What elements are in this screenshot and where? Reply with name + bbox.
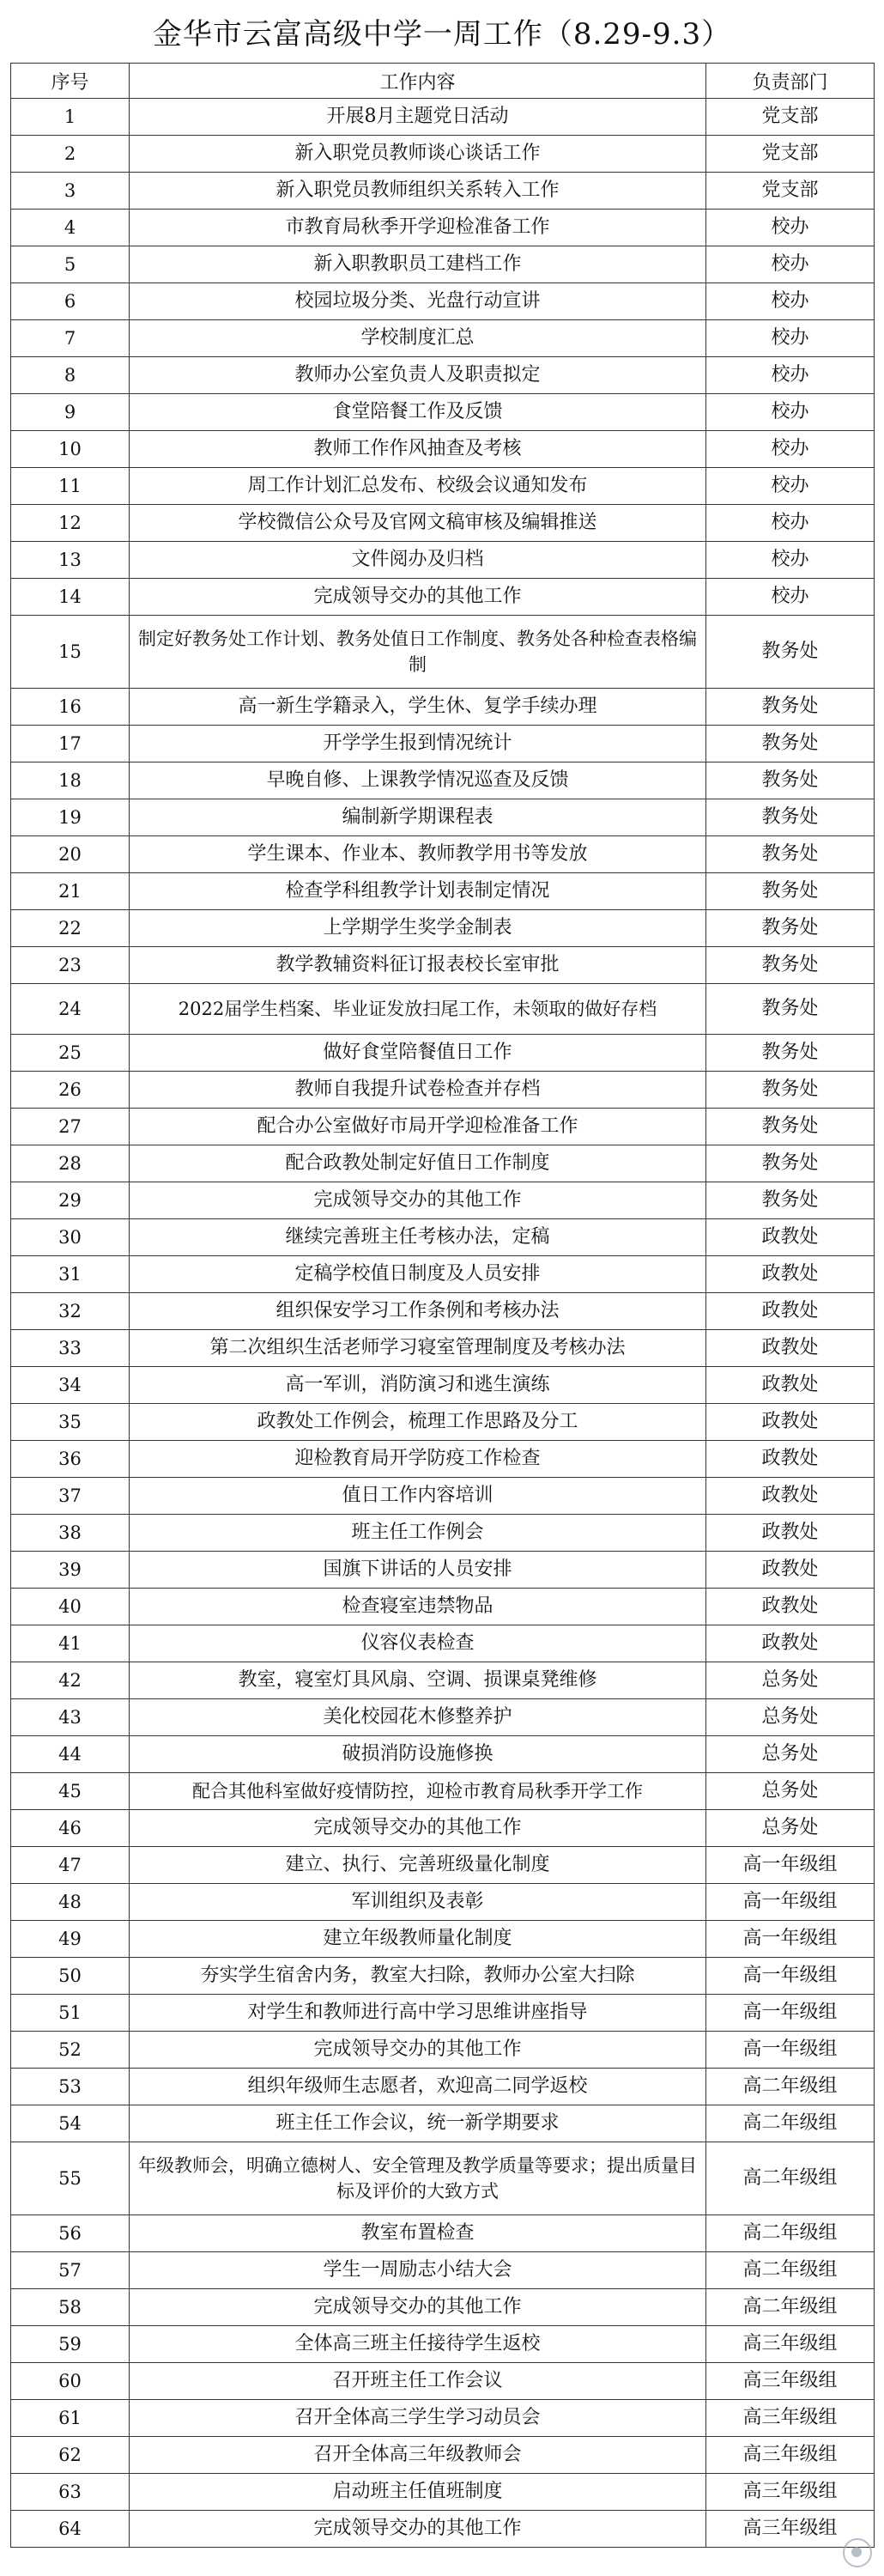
row-number: 26 [11, 1072, 130, 1109]
row-dept: 校办 [706, 394, 875, 431]
table-row [11, 2032, 875, 2069]
table-row [11, 1035, 875, 1072]
row-dept: 教务处 [706, 762, 875, 799]
table-row [11, 1921, 875, 1958]
row-content: 启动班主任值班制度 [130, 2474, 706, 2511]
row-dept: 校办 [706, 357, 875, 394]
table-row [11, 1810, 875, 1847]
row-content: 班主任工作例会 [130, 1515, 706, 1552]
row-dept: 党支部 [706, 173, 875, 210]
row-content: 第二次组织生活老师学习寝室管理制度及考核办法 [130, 1330, 706, 1367]
row-dept: 总务处 [706, 1810, 875, 1847]
table-row [11, 1219, 875, 1256]
row-number: 43 [11, 1699, 130, 1736]
table-row [11, 2474, 875, 2511]
table-row [11, 468, 875, 505]
row-dept: 政教处 [706, 1367, 875, 1404]
row-number: 21 [11, 873, 130, 910]
row-content: 做好食堂陪餐值日工作 [130, 1035, 706, 1072]
row-dept: 政教处 [706, 1552, 875, 1589]
table-row [11, 1958, 875, 1995]
table-row [11, 1109, 875, 1145]
table-row [11, 394, 875, 431]
row-content: 政教处工作例会，梳理工作思路及分工 [130, 1404, 706, 1441]
table-row [11, 1182, 875, 1219]
row-number: 62 [11, 2437, 130, 2474]
row-content: 市教育局秋季开学迎检准备工作 [130, 210, 706, 246]
row-number: 15 [11, 616, 130, 689]
row-dept: 高一年级组 [706, 1884, 875, 1921]
row-dept: 高三年级组 [706, 2511, 875, 2548]
table-row [11, 1847, 875, 1884]
row-number: 47 [11, 1847, 130, 1884]
table-row [11, 689, 875, 726]
row-content: 全体高三班主任接待学生返校 [130, 2326, 706, 2363]
row-number: 64 [11, 2511, 130, 2548]
table-row [11, 2400, 875, 2437]
table-row [11, 542, 875, 579]
row-content: 破损消防设施修换 [130, 1736, 706, 1773]
table-row [11, 947, 875, 984]
row-number: 22 [11, 910, 130, 947]
row-content: 完成领导交办的其他工作 [130, 2032, 706, 2069]
row-dept: 教务处 [706, 689, 875, 726]
table-row [11, 579, 875, 616]
table-row [11, 1884, 875, 1921]
row-dept: 高三年级组 [706, 2326, 875, 2363]
row-number: 46 [11, 1810, 130, 1847]
row-number: 36 [11, 1441, 130, 1478]
table-row [11, 2363, 875, 2400]
row-number: 1 [11, 99, 130, 136]
table-row [11, 320, 875, 357]
table-row [11, 2215, 875, 2252]
row-content: 新入职党员教师谈心谈话工作 [130, 136, 706, 173]
row-dept: 教务处 [706, 1109, 875, 1145]
watermark-logo [843, 2538, 872, 2567]
row-number: 9 [11, 394, 130, 431]
row-dept: 政教处 [706, 1293, 875, 1330]
table-row [11, 1736, 875, 1773]
table-row [11, 1441, 875, 1478]
row-dept: 校办 [706, 320, 875, 357]
row-content: 学校微信公众号及官网文稿审核及编辑推送 [130, 505, 706, 542]
row-content: 制定好教务处工作计划、教务处值日工作制度、教务处各种检查表格编制 [130, 616, 706, 689]
row-number: 5 [11, 246, 130, 283]
table-row [11, 1072, 875, 1109]
row-dept: 高三年级组 [706, 2437, 875, 2474]
table-row [11, 283, 875, 320]
row-dept: 教务处 [706, 984, 875, 1035]
row-number: 25 [11, 1035, 130, 1072]
row-dept: 高二年级组 [706, 2289, 875, 2326]
table-row [11, 173, 875, 210]
table-row [11, 799, 875, 836]
row-number: 27 [11, 1109, 130, 1145]
row-content: 学生课本、作业本、教师教学用书等发放 [130, 836, 706, 873]
row-dept: 高一年级组 [706, 1995, 875, 2032]
row-dept: 党支部 [706, 99, 875, 136]
row-number: 56 [11, 2215, 130, 2252]
row-dept: 教务处 [706, 947, 875, 984]
row-content: 夯实学生宿舍内务，教室大扫除，教师办公室大扫除 [130, 1958, 706, 1995]
row-content: 班主任工作会议，统一新学期要求 [130, 2105, 706, 2142]
row-number: 30 [11, 1219, 130, 1256]
row-dept: 高一年级组 [706, 1847, 875, 1884]
row-dept: 教务处 [706, 616, 875, 689]
row-number: 50 [11, 1958, 130, 1995]
row-dept: 教务处 [706, 910, 875, 947]
table-row [11, 836, 875, 873]
row-content: 新入职教职员工建档工作 [130, 246, 706, 283]
document-title: 金华市云富高级中学一周工作（8.29-9.3） [152, 16, 732, 52]
header-dept: 负责部门 [706, 64, 875, 99]
table-row [11, 1404, 875, 1441]
row-number: 45 [11, 1773, 130, 1810]
row-dept: 校办 [706, 210, 875, 246]
table-row [11, 2437, 875, 2474]
row-content: 国旗下讲话的人员安排 [130, 1552, 706, 1589]
row-number: 10 [11, 431, 130, 468]
row-number: 37 [11, 1478, 130, 1515]
row-number: 53 [11, 2069, 130, 2105]
table-row [11, 357, 875, 394]
row-dept: 政教处 [706, 1625, 875, 1662]
row-dept: 校办 [706, 468, 875, 505]
row-dept: 高二年级组 [706, 2069, 875, 2105]
row-dept: 政教处 [706, 1478, 875, 1515]
row-dept: 总务处 [706, 1773, 875, 1810]
table-row [11, 1995, 875, 2032]
row-content: 配合其他科室做好疫情防控，迎检市教育局秋季开学工作 [130, 1773, 706, 1810]
row-content: 年级教师会，明确立德树人、安全管理及教学质量等要求；提出质量目标及评价的大致方式 [130, 2142, 706, 2215]
row-content: 建立、执行、完善班级量化制度 [130, 1847, 706, 1884]
row-content: 教师办公室负责人及职责拟定 [130, 357, 706, 394]
row-content: 高一新生学籍录入，学生休、复学手续办理 [130, 689, 706, 726]
row-dept: 教务处 [706, 1072, 875, 1109]
work-table [10, 63, 875, 2548]
row-dept: 总务处 [706, 1662, 875, 1699]
row-number: 39 [11, 1552, 130, 1589]
row-content: 建立年级教师量化制度 [130, 1921, 706, 1958]
row-number: 58 [11, 2289, 130, 2326]
row-number: 11 [11, 468, 130, 505]
row-content: 教室，寝室灯具风扇、空调、损课桌凳维修 [130, 1662, 706, 1699]
row-dept: 教务处 [706, 873, 875, 910]
row-number: 63 [11, 2474, 130, 2511]
table-row [11, 2511, 875, 2548]
row-number: 55 [11, 2142, 130, 2215]
row-number: 2 [11, 136, 130, 173]
row-number: 61 [11, 2400, 130, 2437]
table-row [11, 873, 875, 910]
table-row [11, 1256, 875, 1293]
table-body [11, 99, 875, 2548]
row-content: 食堂陪餐工作及反馈 [130, 394, 706, 431]
row-content: 学生一周励志小结大会 [130, 2252, 706, 2289]
row-dept: 政教处 [706, 1441, 875, 1478]
row-content: 检查学科组教学计划表制定情况 [130, 873, 706, 910]
table-row [11, 1699, 875, 1736]
table-row [11, 616, 875, 689]
row-content: 周工作计划汇总发布、校级会议通知发布 [130, 468, 706, 505]
table-row [11, 1662, 875, 1699]
table-row [11, 910, 875, 947]
table-row [11, 1515, 875, 1552]
table-row [11, 1145, 875, 1182]
row-number: 20 [11, 836, 130, 873]
row-dept: 政教处 [706, 1515, 875, 1552]
row-dept: 高二年级组 [706, 2142, 875, 2215]
row-dept: 教务处 [706, 836, 875, 873]
row-content: 召开班主任工作会议 [130, 2363, 706, 2400]
row-number: 3 [11, 173, 130, 210]
row-content: 仪容仪表检查 [130, 1625, 706, 1662]
row-content: 高一军训，消防演习和逃生演练 [130, 1367, 706, 1404]
row-number: 40 [11, 1589, 130, 1625]
row-content: 开学学生报到情况统计 [130, 726, 706, 762]
row-number: 8 [11, 357, 130, 394]
table-row [11, 210, 875, 246]
row-content: 早晚自修、上课教学情况巡查及反馈 [130, 762, 706, 799]
table-row [11, 1478, 875, 1515]
table-row [11, 726, 875, 762]
row-content: 配合政教处制定好值日工作制度 [130, 1145, 706, 1182]
row-dept: 总务处 [706, 1736, 875, 1773]
table-row [11, 1589, 875, 1625]
row-number: 12 [11, 505, 130, 542]
table-row [11, 2105, 875, 2142]
header-content: 工作内容 [130, 64, 706, 99]
header-no: 序号 [11, 64, 130, 99]
row-dept: 校办 [706, 246, 875, 283]
row-number: 51 [11, 1995, 130, 2032]
row-number: 17 [11, 726, 130, 762]
row-content: 教师工作作风抽查及考核 [130, 431, 706, 468]
table-row [11, 1330, 875, 1367]
row-number: 7 [11, 320, 130, 357]
row-content: 校园垃圾分类、光盘行动宣讲 [130, 283, 706, 320]
row-number: 33 [11, 1330, 130, 1367]
row-number: 35 [11, 1404, 130, 1441]
row-dept: 校办 [706, 579, 875, 616]
row-dept: 总务处 [706, 1699, 875, 1736]
row-content: 完成领导交办的其他工作 [130, 1182, 706, 1219]
row-number: 60 [11, 2363, 130, 2400]
row-number: 49 [11, 1921, 130, 1958]
table-row [11, 1367, 875, 1404]
row-dept: 政教处 [706, 1256, 875, 1293]
table-row [11, 246, 875, 283]
row-dept: 教务处 [706, 1145, 875, 1182]
row-content: 迎检教育局开学防疫工作检查 [130, 1441, 706, 1478]
table-row [11, 136, 875, 173]
row-number: 44 [11, 1736, 130, 1773]
row-number: 32 [11, 1293, 130, 1330]
row-dept: 高二年级组 [706, 2215, 875, 2252]
row-dept: 政教处 [706, 1330, 875, 1367]
table-row [11, 505, 875, 542]
row-content: 检查寝室违禁物品 [130, 1589, 706, 1625]
row-dept: 高三年级组 [706, 2474, 875, 2511]
row-number: 52 [11, 2032, 130, 2069]
row-content: 对学生和教师进行高中学习思维讲座指导 [130, 1995, 706, 2032]
row-number: 57 [11, 2252, 130, 2289]
table-row [11, 431, 875, 468]
row-content: 召开全体高三年级教师会 [130, 2437, 706, 2474]
row-number: 34 [11, 1367, 130, 1404]
row-dept: 校办 [706, 283, 875, 320]
row-number: 14 [11, 579, 130, 616]
table-row [11, 2142, 875, 2215]
row-number: 13 [11, 542, 130, 579]
table-row [11, 2069, 875, 2105]
row-dept: 党支部 [706, 136, 875, 173]
row-content: 组织保安学习工作条例和考核办法 [130, 1293, 706, 1330]
row-content: 教学教辅资料征订报表校长室审批 [130, 947, 706, 984]
table-row [11, 1625, 875, 1662]
table-row [11, 2326, 875, 2363]
row-dept: 教务处 [706, 726, 875, 762]
table-row [11, 762, 875, 799]
row-dept: 高二年级组 [706, 2105, 875, 2142]
row-number: 23 [11, 947, 130, 984]
row-dept: 政教处 [706, 1219, 875, 1256]
row-content: 配合办公室做好市局开学迎检准备工作 [130, 1109, 706, 1145]
row-number: 59 [11, 2326, 130, 2363]
row-dept: 高二年级组 [706, 2252, 875, 2289]
table-row [11, 99, 875, 136]
row-content: 值日工作内容培训 [130, 1478, 706, 1515]
row-content: 完成领导交办的其他工作 [130, 579, 706, 616]
row-content: 上学期学生奖学金制表 [130, 910, 706, 947]
row-content: 召开全体高三学生学习动员会 [130, 2400, 706, 2437]
row-number: 48 [11, 1884, 130, 1921]
row-dept: 高一年级组 [706, 1921, 875, 1958]
row-dept: 教务处 [706, 799, 875, 836]
row-content: 2022届学生档案、毕业证发放扫尾工作，未领取的做好存档 [130, 984, 706, 1035]
table-header-row [11, 64, 875, 99]
row-number: 19 [11, 799, 130, 836]
row-dept: 高一年级组 [706, 2032, 875, 2069]
row-number: 28 [11, 1145, 130, 1182]
row-number: 24 [11, 984, 130, 1035]
row-content: 编制新学期课程表 [130, 799, 706, 836]
row-content: 定稿学校值日制度及人员安排 [130, 1256, 706, 1293]
row-dept: 政教处 [706, 1589, 875, 1625]
row-number: 16 [11, 689, 130, 726]
row-content: 完成领导交办的其他工作 [130, 2289, 706, 2326]
row-content: 继续完善班主任考核办法，定稿 [130, 1219, 706, 1256]
row-content: 教师自我提升试卷检查并存档 [130, 1072, 706, 1109]
row-number: 29 [11, 1182, 130, 1219]
row-number: 18 [11, 762, 130, 799]
row-content: 军训组织及表彰 [130, 1884, 706, 1921]
row-number: 41 [11, 1625, 130, 1662]
row-number: 6 [11, 283, 130, 320]
table-row [11, 984, 875, 1035]
row-number: 54 [11, 2105, 130, 2142]
row-content: 新入职党员教师组织关系转入工作 [130, 173, 706, 210]
table-row [11, 2252, 875, 2289]
table-row [11, 1552, 875, 1589]
row-dept: 高一年级组 [706, 1958, 875, 1995]
row-content: 完成领导交办的其他工作 [130, 2511, 706, 2548]
row-number: 38 [11, 1515, 130, 1552]
row-dept: 校办 [706, 431, 875, 468]
row-number: 42 [11, 1662, 130, 1699]
row-dept: 高三年级组 [706, 2400, 875, 2437]
table-row [11, 1293, 875, 1330]
row-dept: 政教处 [706, 1404, 875, 1441]
table-row [11, 2289, 875, 2326]
row-number: 4 [11, 210, 130, 246]
row-dept: 高三年级组 [706, 2363, 875, 2400]
row-dept: 校办 [706, 542, 875, 579]
row-content: 教室布置检查 [130, 2215, 706, 2252]
row-dept: 教务处 [706, 1035, 875, 1072]
row-content: 完成领导交办的其他工作 [130, 1810, 706, 1847]
row-content: 美化校园花木修整养护 [130, 1699, 706, 1736]
row-content: 学校制度汇总 [130, 320, 706, 357]
row-dept: 校办 [706, 505, 875, 542]
row-content: 文件阅办及归档 [130, 542, 706, 579]
row-content: 组织年级师生志愿者，欢迎高二同学返校 [130, 2069, 706, 2105]
row-content: 开展8月主题党日活动 [130, 99, 706, 136]
table-row [11, 1773, 875, 1810]
row-dept: 教务处 [706, 1182, 875, 1219]
row-number: 31 [11, 1256, 130, 1293]
